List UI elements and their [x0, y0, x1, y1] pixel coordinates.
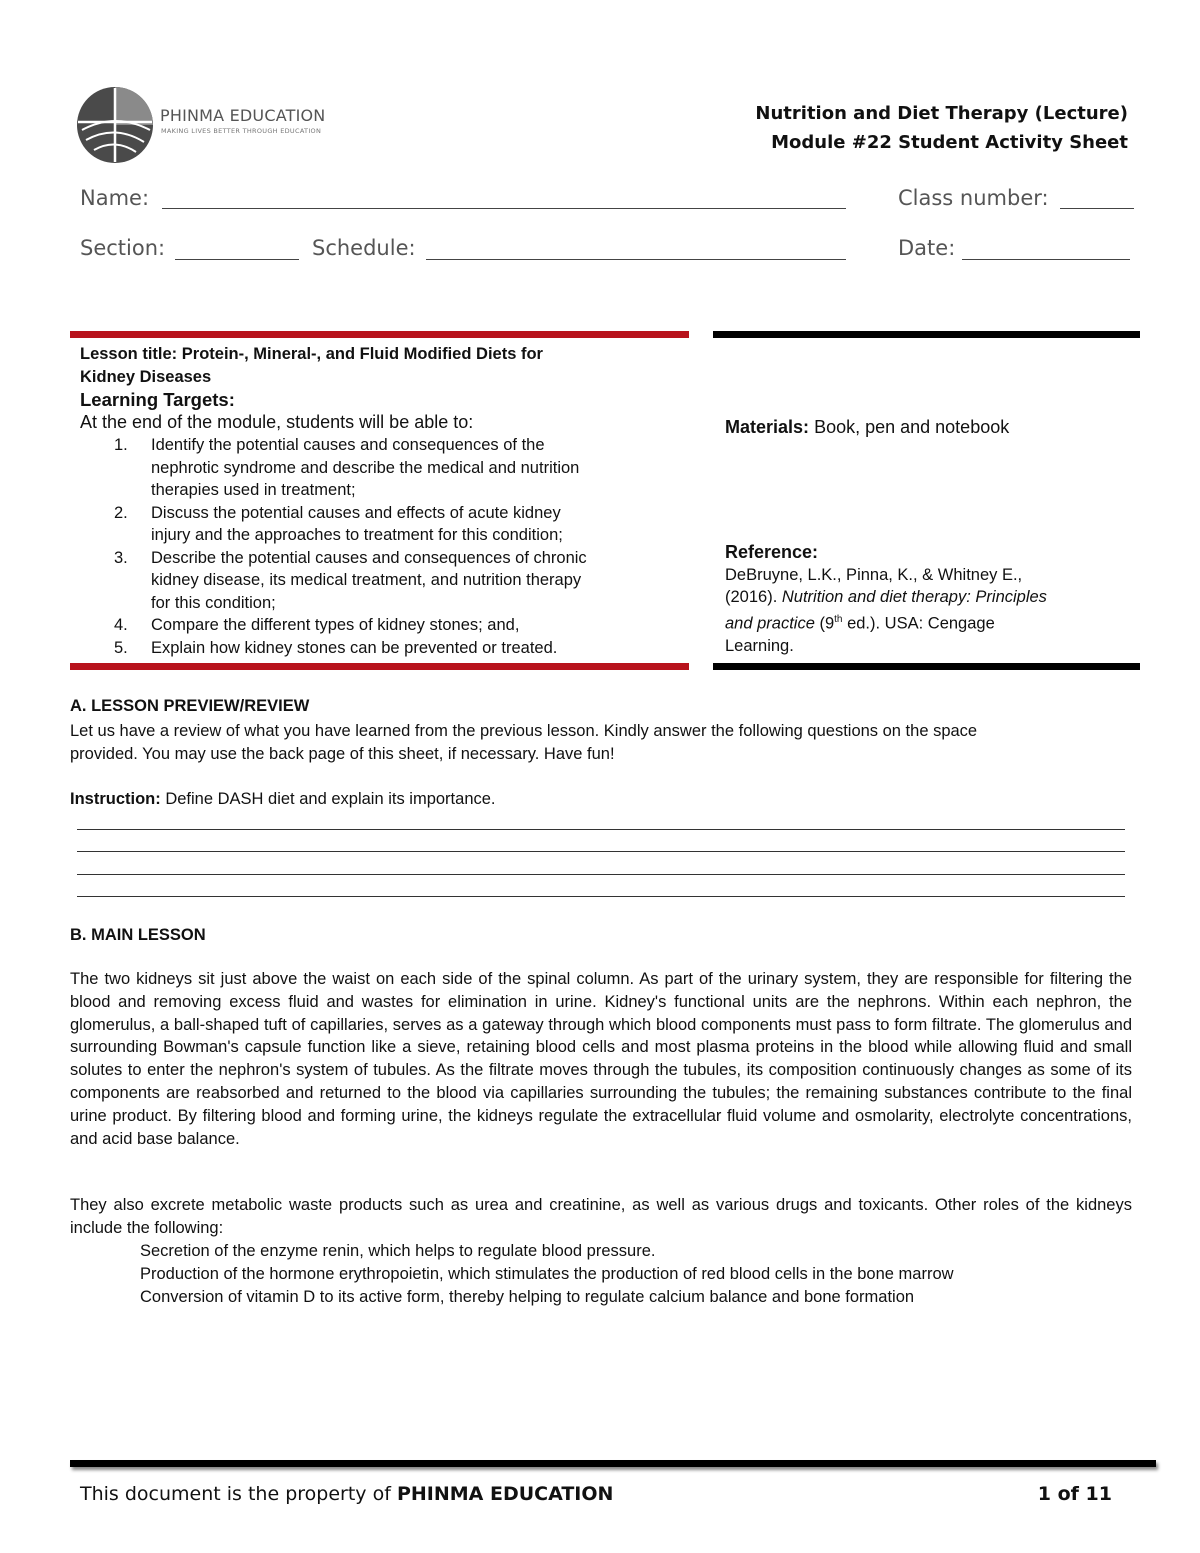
- answer-line-4[interactable]: [77, 896, 1125, 897]
- reference-line1: DeBruyne, L.K., Pinna, K., & Whitney E.,: [725, 565, 1023, 584]
- class-number-field[interactable]: [1060, 208, 1134, 209]
- page-number: 1 of 11: [1037, 1483, 1112, 1505]
- footer-divider: [70, 1460, 1156, 1467]
- schedule-label: Schedule:: [312, 236, 416, 260]
- learning-targets-intro: At the end of the module, students will be able to:: [80, 412, 474, 432]
- list-item: 5. Explain how kidney stones can be prevented or treated.: [114, 638, 558, 657]
- instruction-text: Define DASH diet and explain its importance.: [160, 790, 496, 808]
- reference: Reference: DeBruyne, L.K., Pinna, K., & Whitney E., (2016). Nutrition and diet therapy: Principles and practice (9th ed.). USA: Cengage Learning.: [725, 541, 1125, 657]
- materials-value: Book, pen and notebook: [814, 417, 1010, 437]
- list-item: 4. Compare the different types of kidney stones; and,: [114, 616, 520, 634]
- course-title: Nutrition and Diet Therapy (Lecture): [755, 103, 1128, 124]
- lesson-title-line2: Kidney Diseases: [80, 367, 212, 386]
- date-label: Date:: [898, 236, 956, 260]
- footer-ownership: This document is the property of PHINMA EDUCATION: [80, 1483, 614, 1505]
- lesson-top-divider: [70, 331, 689, 338]
- instruction: [70, 788, 496, 811]
- main-lesson-paragraph-2: They also excrete metabolic waste products such as urea and creatinine, as well as various drugs and toxicants. Other roles of the kidneys include the following:: [70, 1196, 1132, 1237]
- materials-label: Materials:: [725, 417, 810, 437]
- learning-targets-label: Learning Targets:: [80, 389, 235, 410]
- learning-targets-list: [80, 434, 690, 659]
- list-item: 1. Identify the potential causes and consequences of the nephrotic syndrome and describe the medical and nutrition therapies used in treatment;: [114, 436, 580, 499]
- section-a-paragraph: Let us have a review of what you have learned from the previous lesson. Kindly answer the following questions on the space provided. You may use the back page of this sheet, if necessary. Have fun!: [70, 722, 978, 763]
- main-lesson-paragraph-1: The two kidneys sit just above the waist on each side of the spinal column. As part of the urinary system, they are responsible for filtering the blood and removing excess fluid and wastes for elimination in urine. Kidney's functional units are the nephrons. Within each nephron, the glomerulus, a ball-shaped tuft of capillaries, serves as a gateway through which blood components must pass to form filtrate. The glomerulus and surrounding Bowman's capsule function like a sieve, retaining blood cells and most plasma proteins in the blood while allowing fluid and small solutes to enter the nephron's system of tubules. As the filtrate moves through the tubules, its composition continuously changes as some of its components are reabsorbed and returned to the blood via capillaries surrounding the tubules; the remaining substances contribute to the final urine product. By filtering blood and forming urine, the kidneys regulate the extracellular fluid volume and osmolarity, electrolyte concentrations, and acid base balance.: [70, 970, 1132, 1148]
- schedule-field[interactable]: [426, 259, 846, 260]
- section-a-heading: A. LESSON PREVIEW/REVIEW: [70, 697, 310, 715]
- brand-name: PHINMA EDUCATION: [160, 106, 326, 125]
- brand-tagline: MAKING LIVES BETTER THROUGH EDUCATION: [161, 127, 322, 135]
- footer-owner: PHINMA EDUCATION: [396, 1483, 614, 1505]
- list-item: 3. Describe the potential causes and consequences of chronic kidney disease, its medical treatment, and nutrition therapy for this condition;: [114, 548, 587, 612]
- section-label: Section:: [80, 236, 166, 260]
- list-item: Secretion of the enzyme renin, which helps to regulate blood pressure.: [140, 1242, 656, 1260]
- kidney-roles-list: [140, 1240, 1130, 1308]
- class-number-label: Class number:: [898, 186, 1049, 210]
- reference-label: Reference:: [725, 542, 819, 562]
- section-field[interactable]: [175, 259, 299, 260]
- list-item: Conversion of vitamin D to its active form, thereby helping to regulate calcium balance and bone formation: [140, 1287, 915, 1306]
- answer-line-3[interactable]: [77, 874, 1125, 875]
- materials: [725, 417, 1009, 438]
- sheet-title: Module #22 Student Activity Sheet: [771, 132, 1128, 153]
- lesson-bottom-divider: [70, 663, 689, 670]
- date-field[interactable]: [962, 259, 1130, 260]
- list-item: Production of the hormone erythropoietin, which stimulates the production of red blood cells in the bone marrow: [140, 1264, 954, 1283]
- materials-top-divider: [713, 331, 1140, 338]
- phinma-logo-icon: [74, 84, 156, 166]
- answer-line-2[interactable]: [77, 851, 1125, 852]
- lesson-title-line1: Protein-, Mineral-, and Fluid Modified Diets for: [181, 345, 543, 363]
- materials-bottom-divider: [713, 663, 1140, 670]
- lesson-title-label: Lesson title:: [80, 345, 178, 363]
- instruction-label: Instruction:: [70, 790, 161, 808]
- name-field[interactable]: [162, 208, 846, 209]
- list-item: 2. Discuss the potential causes and effects of acute kidney injury and the approaches to treatment for this condition;: [114, 503, 563, 544]
- section-b-heading: B. MAIN LESSON: [70, 926, 206, 944]
- lesson-block: [80, 343, 690, 659]
- name-label: Name:: [80, 186, 150, 210]
- answer-line-1[interactable]: [77, 829, 1125, 830]
